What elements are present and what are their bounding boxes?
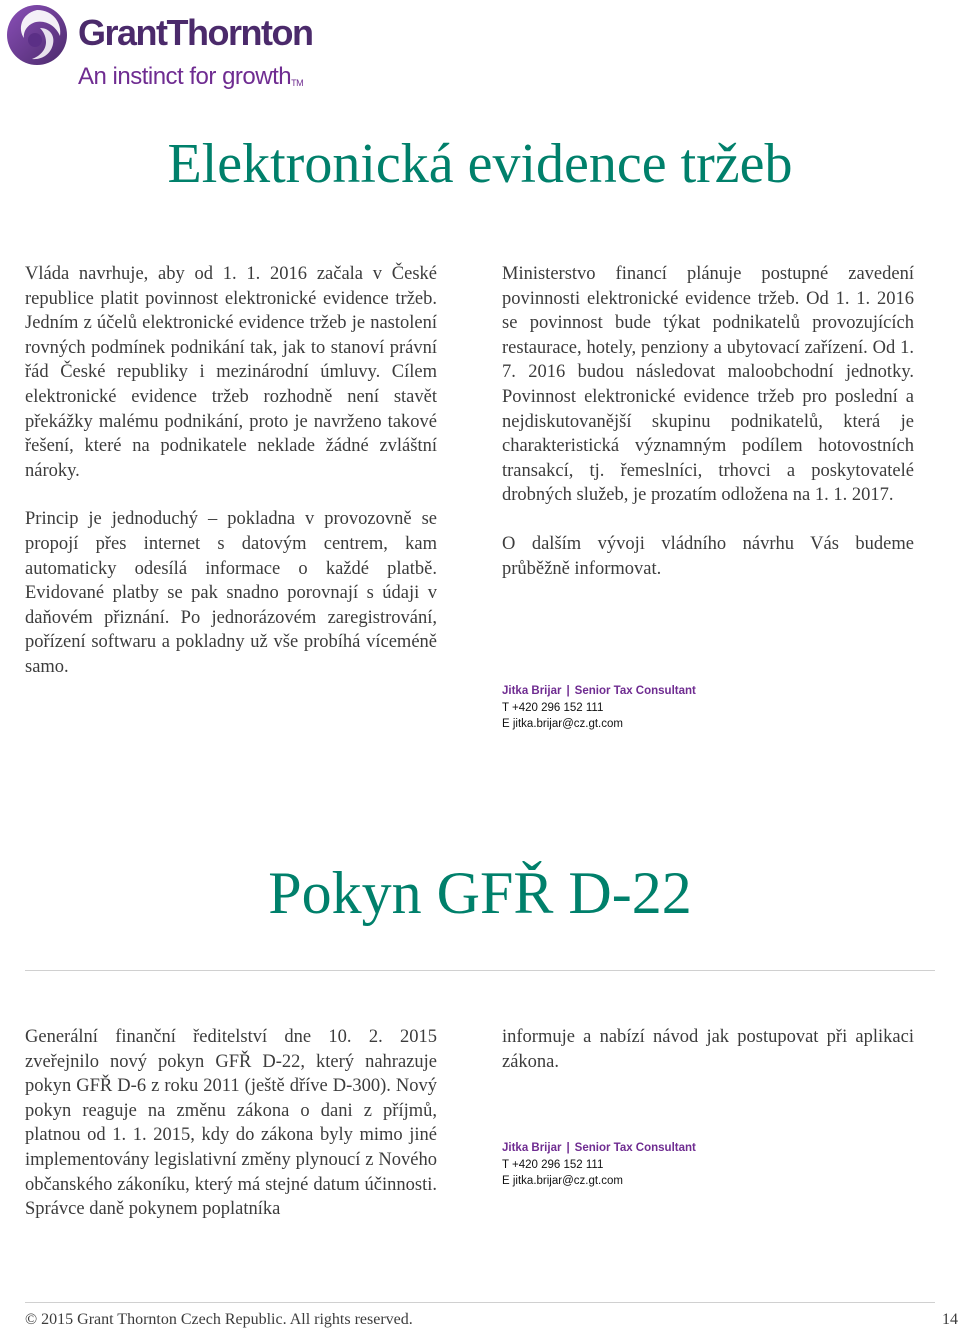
contact-phone: T +420 296 152 111 (502, 1158, 604, 1171)
paragraph: Ministerstvo financí plánuje postupné zavedení povinnosti elektronické evidence tržeb. Od 1. 1. 2016 se povinnost bude týkat podnikatelů provozujících restaurace, hotely, penziony a ubytovací zařízení. Od 1. 7. 2016 budou následovat maloobchodní jednotky. Povinnost elektronické evidence tržeb pro poslední a nejdiskutovanější skupinu podnikatelů, která je charakteristická významným podílem hotovostních transakcí, tj. řemeslníci, trhovci a poskytovatelé drobných služeb, je prozatím odložena na 1. 1. 2017. (502, 264, 914, 506)
trademark-symbol: TM (291, 78, 304, 88)
footer-copyright: © 2015 Grant Thornton Czech Republic. All rights reserved. (25, 1311, 413, 1328)
contact-email[interactable]: E jitka.brijar@cz.gt.com (502, 718, 623, 730)
divider (25, 970, 935, 971)
contact-role: Senior Tax Consultant (574, 1142, 696, 1154)
grant-thornton-swirl-icon (6, 4, 68, 66)
section-title-electronic-sales: Elektronická evidence tržeb (167, 133, 793, 195)
contact-name: Jitka Brijar (502, 685, 562, 697)
logo-tagline: An instinct for growth™ (78, 63, 304, 90)
paragraph: informuje a nabízí návod jak postupovat při aplikaci zákona. (502, 1027, 914, 1072)
paragraph: Vláda navrhuje, aby od 1. 1. 2016 začala v České republice platit povinnost elektronické evidence tržeb. Jedním z účelů elektronické evidence tržeb je nastolení rovných podmínek podnikání tak, jak to stanoví právní řád České republiky i mezinárodní úmluvy. Cílem elektronické evidence tržeb rozhodně není stavět překážky malému podnikání, proto je navrženo takové řešení, které na podnikatele neklade žádné zvláštní nároky. (25, 264, 437, 481)
contact-heading (502, 683, 696, 700)
contact-separator: | (566, 685, 570, 697)
contact-email[interactable]: E jitka.brijar@cz.gt.com (502, 1175, 623, 1187)
grant-thornton-logo (6, 4, 316, 104)
contact-phone: T +420 296 152 111 (502, 701, 604, 714)
contact-heading (502, 1140, 696, 1157)
article-column-right (502, 262, 914, 581)
contact-block (502, 1140, 696, 1190)
contact-role: Senior Tax Consultant (574, 685, 696, 697)
contact-name: Jitka Brijar (502, 1142, 562, 1154)
article-column-right (502, 1025, 914, 1074)
article-column-left (25, 1025, 437, 1222)
article-column-left (25, 262, 437, 680)
contact-separator: | (566, 1142, 570, 1154)
contact-block (502, 683, 696, 733)
footer-divider (25, 1302, 935, 1303)
paragraph: O dalším vývoji vládního návrhu Vás budeme průběžně informovat. (502, 533, 914, 579)
section-title-pokyn: Pokyn GFŘ D-22 (268, 860, 692, 926)
logo-wordmark: GrantThornton (78, 12, 313, 53)
paragraph: Princip je jednoduchý – pokladna v provozovně se propojí přes internet s datovým centrem, kam automaticky odesílá informace o každé platbě. Evidované platby se pak snadno porovnají s údaji v daňovém přiznání. Po jednorázovém zaregistrování, pořízení softwaru a pokladny už vše probíhá víceméně samo. (25, 509, 437, 677)
page-number: 14 (942, 1311, 958, 1328)
paragraph: Generální finanční ředitelství dne 10. 2. 2015 zveřejnilo nový pokyn GFŘ D-22, který nahrazuje pokyn GFŘ D-6 z roku 2011 (ještě dříve D-300). Nový pokyn reaguje na změnu zákona o dani z příjmů, platnou od 1. 1. 2015, kdy do zákona byly mimo jiné implementovány legislativní změny plynoucí z Nového občanského zákoníku, který má stejné datum účinnosti. Správce daně pokynem poplatníka (25, 1027, 437, 1220)
